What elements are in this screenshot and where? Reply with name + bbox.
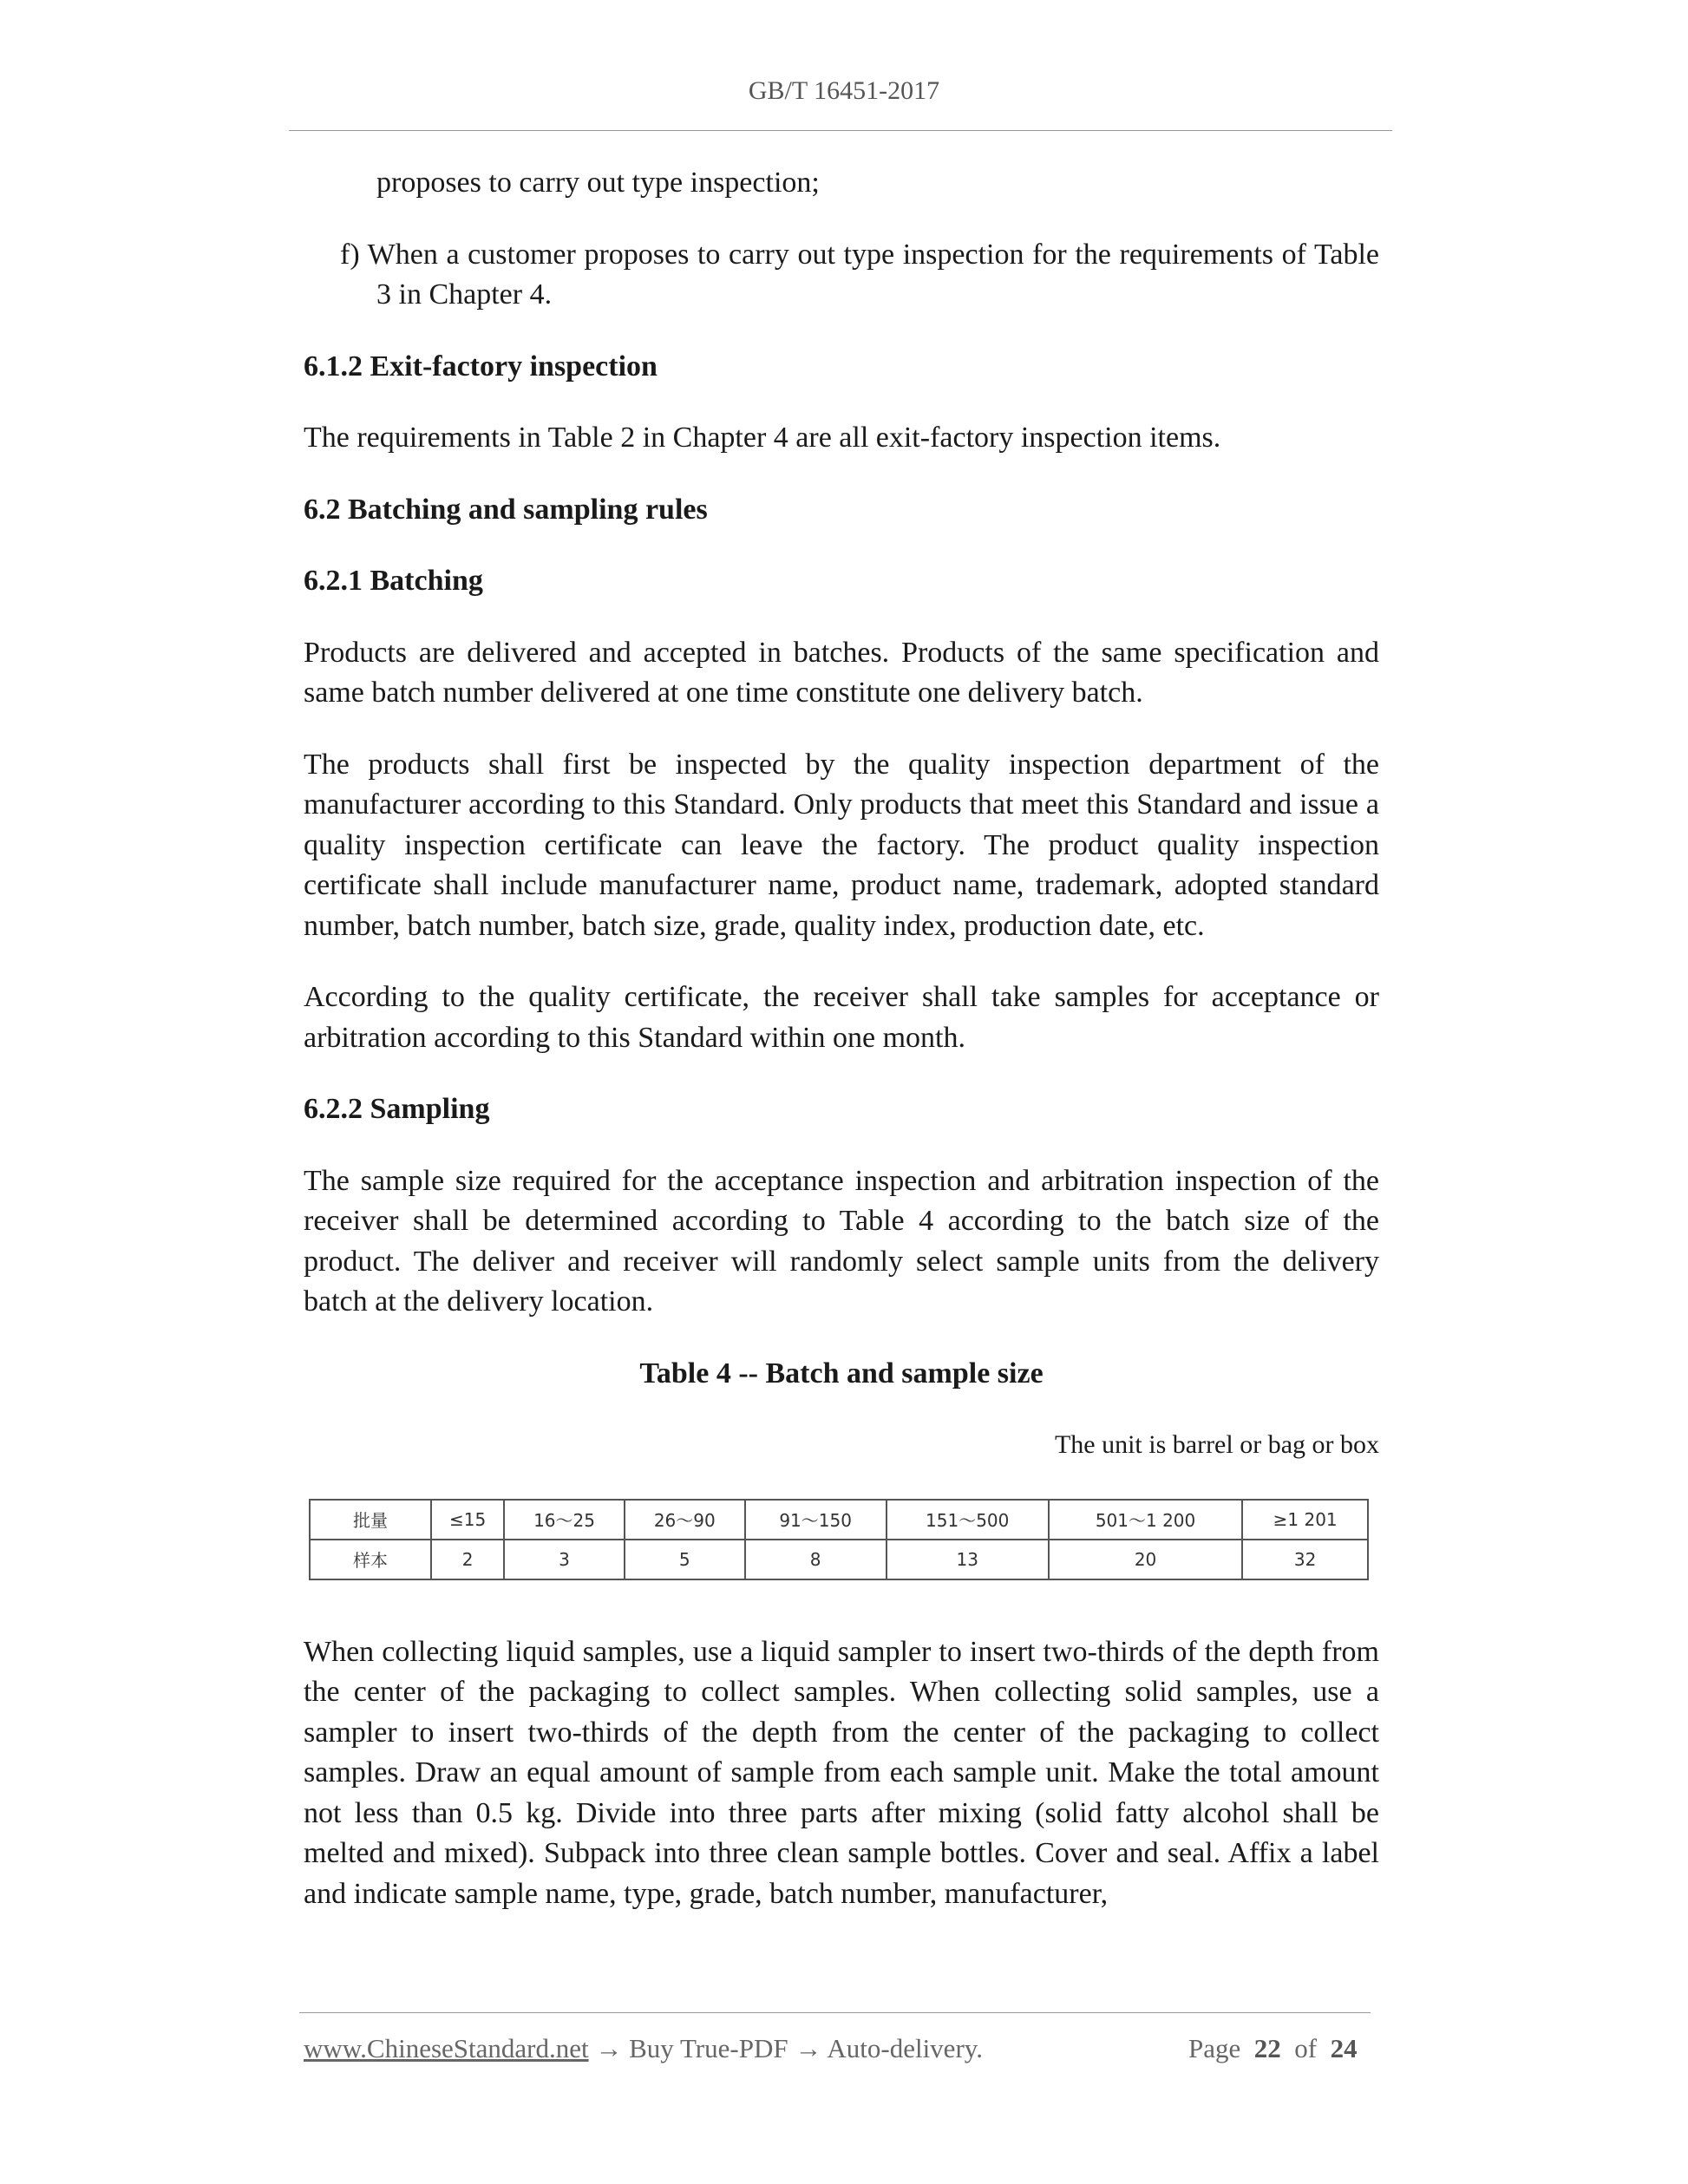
list-item-f: f) When a customer proposes to carry out type inspection for the requirements of Table 3 in Chapter 4.: [340, 238, 1379, 311]
table-cell: 3: [504, 1540, 625, 1579]
table-cell: 16～25: [504, 1500, 625, 1540]
paragraph-batching-2: The products shall first be inspected by the quality inspection department of the manufacturer according to this Standard. Only products that meet this Standard and issue a quality inspection certificate can leave the factory. The product quality inspection certificate shall include manufacturer name, product name, trademark, adopted standard number, batch number, batch size, grade, quality index, production date, etc.: [304, 748, 1379, 942]
footer-promo: [304, 2033, 983, 2064]
batch-sample-table: [309, 1499, 1369, 1580]
document-body: [304, 163, 1379, 1945]
footer-tagline: → Buy True-PDF → Auto-delivery.: [588, 2033, 983, 2063]
table-cell: 8: [745, 1540, 887, 1579]
table-cell: 26～90: [625, 1500, 745, 1540]
heading-6-2-2: 6.2.2 Sampling: [304, 1093, 490, 1125]
page-header-title: GB/T 16451-2017: [748, 76, 940, 105]
page-indicator: [1188, 2033, 1358, 2064]
table-row-sample: [310, 1540, 1368, 1579]
table-cell: 32: [1242, 1540, 1368, 1579]
table-title: Table 4 -- Batch and sample size: [639, 1357, 1044, 1390]
table-cell: 20: [1049, 1540, 1243, 1579]
table-cell: ≤15: [431, 1500, 504, 1540]
table-cell: 13: [887, 1540, 1049, 1579]
heading-6-1-2: 6.1.2 Exit-factory inspection: [304, 350, 658, 383]
heading-6-2-1: 6.2.1 Batching: [304, 565, 483, 597]
page-word: Page: [1188, 2033, 1241, 2063]
site-link[interactable]: www.ChineseStandard.net: [304, 2033, 589, 2063]
paragraph-continuation: proposes to carry out type inspection;: [376, 167, 820, 199]
of-word: of: [1294, 2033, 1318, 2063]
paragraph-sampling-1: The sample size required for the acceptance inspection and arbitration inspection of the receiver shall be determined according to Table 4 according to the batch size of the product. The deliver and receiver will randomly select sample units from the delivery batch at the delivery location.: [304, 1164, 1379, 1318]
page-number: 22: [1253, 2033, 1281, 2063]
table-cell: 501～1 200: [1049, 1500, 1243, 1540]
table-row-label: 样本: [310, 1540, 431, 1579]
table-cell: 151～500: [887, 1500, 1049, 1540]
page-total: 24: [1330, 2033, 1358, 2063]
header-divider: [289, 130, 1392, 131]
table-cell: 91～150: [745, 1500, 887, 1540]
table-cell: 2: [431, 1540, 504, 1579]
table-cell: ≥1 201: [1242, 1500, 1368, 1540]
table-cell: 5: [625, 1540, 745, 1579]
footer-divider: [299, 2012, 1371, 2013]
paragraph-sampling-2: When collecting liquid samples, use a liquid sampler to insert two-thirds of the depth from the center of the packaging to collect samples. When collecting solid samples, use a sampler to insert two-thirds of the depth from the center of the packaging to collect samples. Draw an equal amount of sample from each sample unit. Make the total amount not less than 0.5 kg. Divide into three parts after mixing (solid fatty alcohol shall be melted and mixed). Subpack into three clean sample bottles. Cover and seal. Affix a label and indicate sample name, type, grade, batch number, manufacturer,: [304, 1635, 1379, 1910]
heading-6-2: 6.2 Batching and sampling rules: [304, 493, 708, 526]
paragraph-batching-1: Products are delivered and accepted in batches. Products of the same specification and same batch number delivered at one time constitute one delivery batch.: [304, 636, 1379, 709]
paragraph-exit-factory: The requirements in Table 2 in Chapter 4 are all exit-factory inspection items.: [304, 422, 1221, 454]
table-row-label: 批量: [310, 1500, 431, 1540]
table-unit-note: The unit is barrel or bag or box: [1054, 1430, 1379, 1459]
paragraph-batching-3: According to the quality certificate, the receiver shall take samples for acceptance or arbitration according to this Standard within one month.: [304, 981, 1379, 1054]
table-row-batch: [310, 1500, 1368, 1540]
